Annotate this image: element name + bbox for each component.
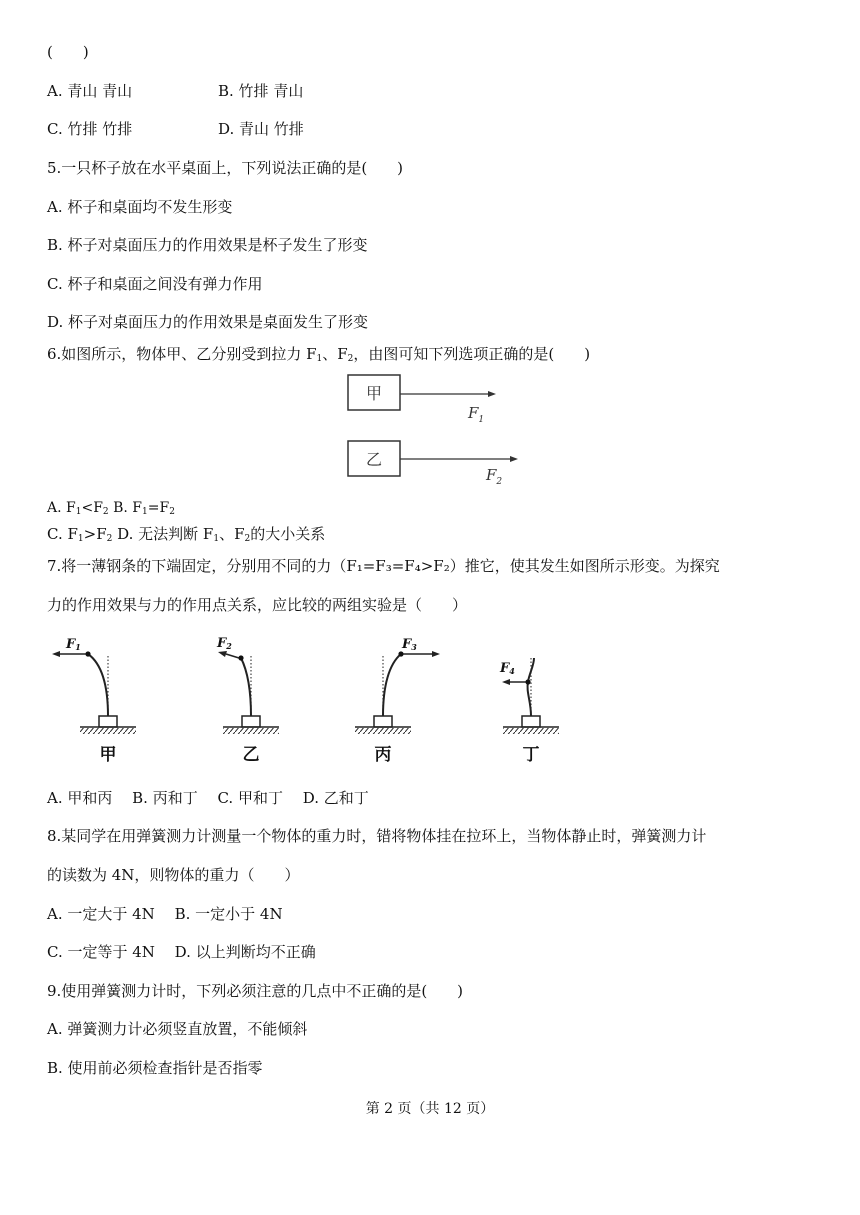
q6-opt-c-sub2: 2	[106, 534, 113, 544]
q6-stem-mid: 、F	[322, 345, 348, 363]
q6-f2-label: $F_2$	[486, 466, 503, 487]
q6-stem	[47, 344, 590, 369]
q7-label-jia: 甲	[99, 745, 117, 765]
q5-stem: 5.一只杯子放在水平桌面上，下列说法正确的是( )	[47, 159, 404, 177]
q6-figure	[340, 368, 520, 488]
q9-option-a: A. 弹簧测力计必须竖直放置，不能倾斜	[47, 1020, 308, 1038]
q7-bent-strip-bing	[383, 654, 401, 716]
q6-opt-c-sub1: 1	[77, 534, 84, 544]
q6-opt-b-sub1: 1	[142, 507, 148, 517]
q6-opt-a-op: <F	[81, 500, 103, 516]
q7-label-yi: 乙	[242, 745, 260, 765]
q6-stem-post: ，由图可知下列选项正确的是( )	[353, 345, 591, 363]
q6-stem-pre: 6.如图所示，物体甲、乙分别受到拉力 F	[47, 345, 317, 363]
q6-opt-d-post: 的大小关系	[250, 525, 326, 543]
q8-options-cd: C. 一定等于 4N D. 以上判断均不正确	[47, 943, 316, 961]
q4-option-c: C. 竹排 竹排	[47, 120, 133, 138]
q6-opt-b-op: =F	[147, 500, 170, 516]
q5-option-c: C. 杯子和桌面之间没有弹力作用	[47, 275, 263, 293]
q7-figure-yi	[216, 636, 279, 765]
q7-figures	[40, 636, 580, 772]
q7-stem-line2: 力的作用效果与力的作用点关系，应比较的两组实验是（ ）	[47, 596, 468, 614]
q5-option-d: D. 杯子对桌面压力的作用效果是桌面发生了形变	[47, 313, 369, 331]
q6-arrowhead-f2	[510, 456, 518, 462]
q6-opt-d-pre: D. 无法判断 F	[112, 525, 214, 543]
q7-stem-line1: 7.将一薄钢条的下端固定，分别用不同的力（F₁=F₃=F₄>F₂）推它，使其发生如图所示形变。为探究	[47, 557, 720, 575]
q9-option-b: B. 使用前必须检查指针是否指零	[47, 1059, 263, 1077]
q9-stem: 9.使用弹簧测力计时，下列必须注意的几点中不正确的是( )	[47, 982, 464, 1000]
svg-text:F2: F2	[217, 636, 232, 651]
q6-opt-d-mid: 、F	[219, 525, 245, 543]
q5-option-b: B. 杯子对桌面压力的作用效果是杯子发生了形变	[47, 236, 368, 254]
q4-option-b: B. 竹排 青山	[218, 82, 304, 100]
q7-bent-strip-yi	[241, 658, 251, 716]
q7-label-bing: 丙	[374, 745, 392, 765]
q6-opt-a-sub1: 1	[75, 507, 82, 517]
q8-stem-line2: 的读数为 4N，则物体的重力（ ）	[47, 866, 300, 884]
svg-text:F4: F4	[500, 661, 515, 676]
q6-opt-b-sub2: 2	[169, 507, 175, 517]
q7-figure-jia	[52, 637, 136, 765]
q7-label-ding: 丁	[522, 745, 540, 765]
q6-box-jia-label: 甲	[365, 384, 383, 403]
svg-text:F1: F1	[66, 637, 81, 652]
q8-options-ab: A. 一定大于 4N B. 一定小于 4N	[47, 905, 283, 923]
q4-options-row2	[47, 119, 304, 139]
page-footer: 第 2 页（共 12 页）	[365, 1101, 495, 1117]
q7-figure-ding	[499, 658, 559, 765]
q7-bent-strip-jia	[88, 654, 108, 716]
q8-stem-line1: 8.某同学在用弹簧测力计测量一个物体的重力时，错将物体挂在拉环上，当物体静止时，弹簧测力计	[47, 827, 707, 845]
q6-box-yi-label: 乙	[365, 450, 383, 469]
q4-option-a: A. 青山 青山	[47, 82, 133, 100]
q6-opt-c-op: >F	[83, 525, 107, 543]
q6-opt-a-sub2: 2	[102, 507, 109, 517]
q6-opt-b-pre: B. F	[108, 500, 143, 516]
q6-f1-label: $F_1$	[468, 404, 485, 425]
q6-opt-d-sub2: 2	[244, 534, 251, 544]
q7-options: A. 甲和丙 B. 丙和丁 C. 甲和丁 D. 乙和丁	[47, 789, 369, 807]
q6-options-cd	[47, 524, 325, 549]
q6-stem-sub2: 2	[347, 354, 354, 364]
q6-opt-d-sub1: 1	[213, 534, 220, 544]
q6-opt-a-pre: A. F	[47, 500, 76, 516]
q4-option-d: D. 青山 竹排	[218, 120, 304, 138]
q4-options-row1	[47, 81, 303, 101]
svg-text:F3: F3	[402, 637, 417, 652]
q5-option-a: A. 杯子和桌面均不发生形变	[47, 198, 233, 216]
q6-options-ab	[47, 498, 175, 522]
q6-opt-c-pre: C. F	[47, 525, 78, 543]
q6-stem-sub1: 1	[316, 354, 323, 364]
q7-figure-bing	[355, 637, 440, 765]
q6-arrowhead-f1	[488, 391, 496, 397]
top-bracket: ( )	[47, 43, 89, 61]
